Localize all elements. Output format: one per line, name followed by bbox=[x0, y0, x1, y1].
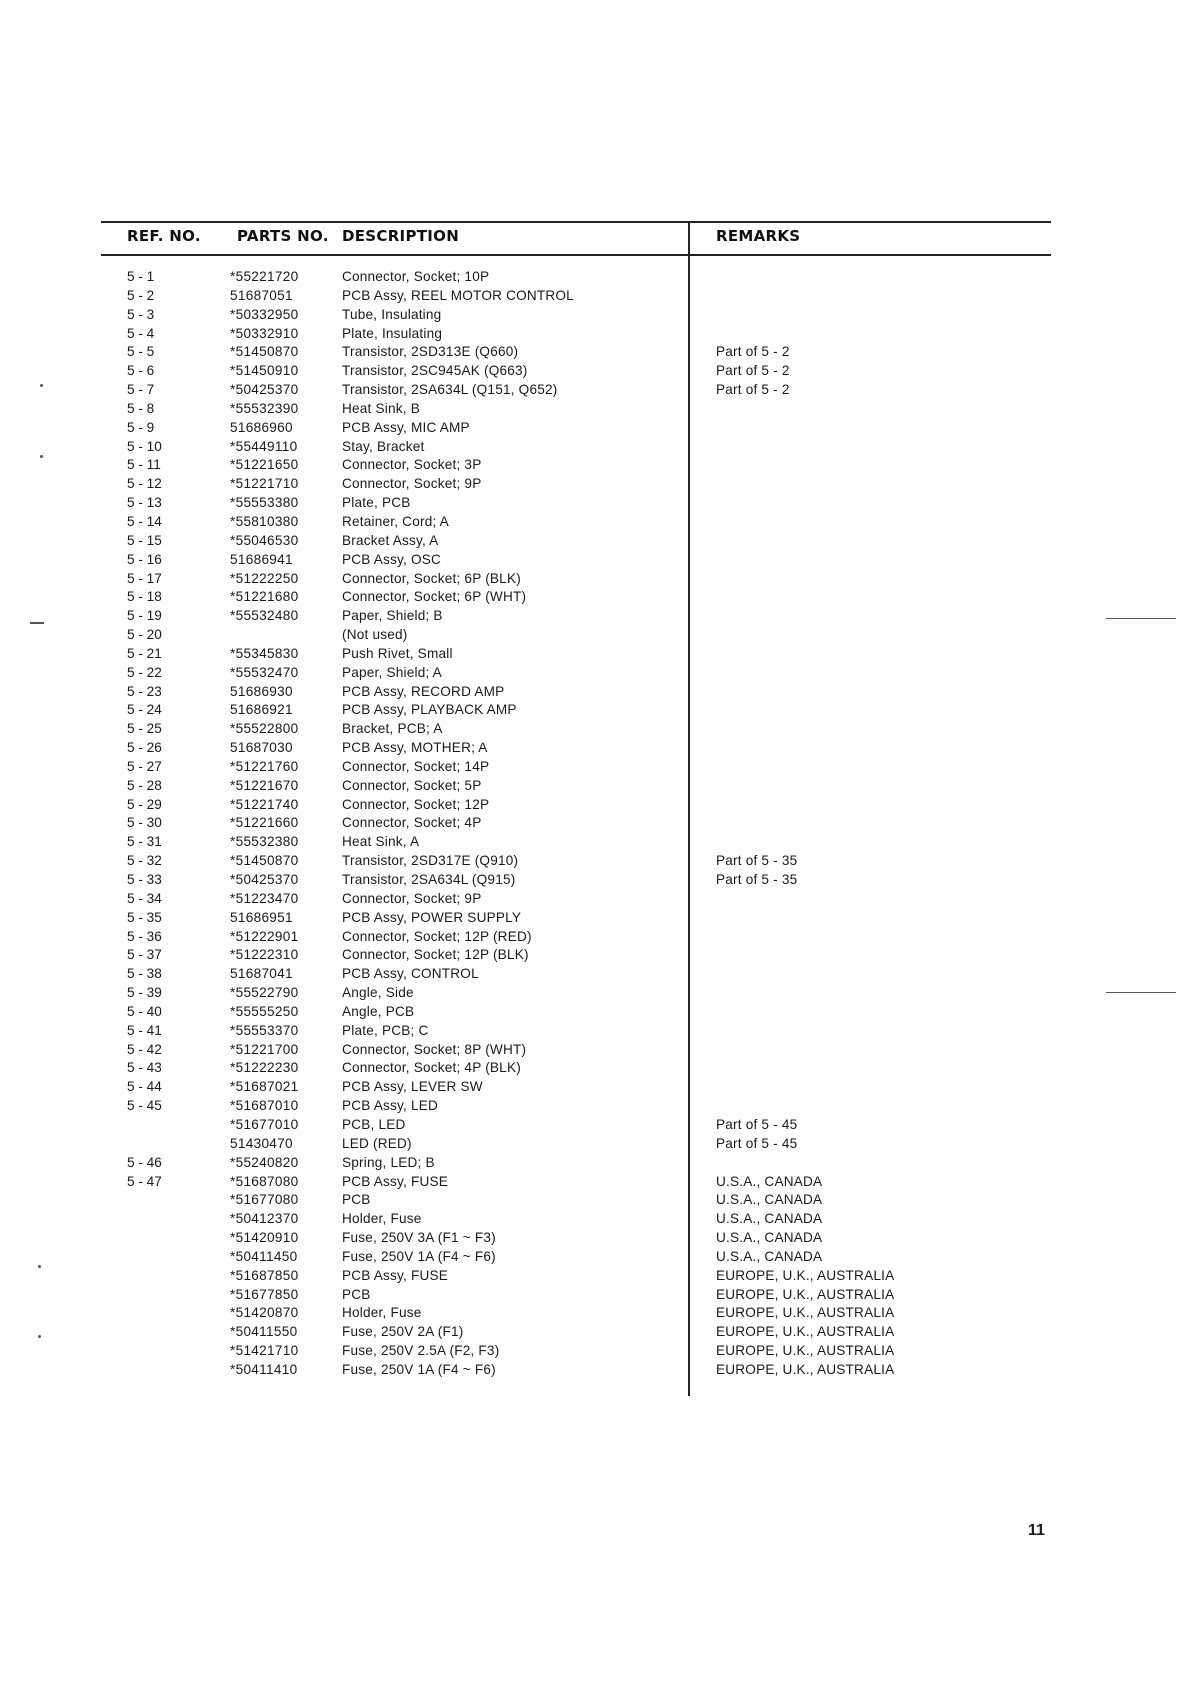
remarks-cell: U.S.A., CANADA bbox=[716, 1230, 823, 1246]
remarks-cell: EUROPE, U.K., AUSTRALIA bbox=[716, 1324, 895, 1340]
ref-no-cell: 5 - 4 bbox=[127, 325, 155, 341]
ref-no-cell: 5 - 32 bbox=[127, 853, 162, 869]
table-row bbox=[0, 1135, 1191, 1154]
ref-no-cell: 5 - 13 bbox=[127, 495, 162, 511]
description-cell: PCB Assy, PLAYBACK AMP bbox=[342, 702, 517, 718]
description-cell: Connector, Socket; 9P bbox=[342, 476, 482, 492]
remarks-cell: Part of 5 - 35 bbox=[716, 872, 798, 887]
description-cell: Fuse, 250V 2.5A (F2, F3) bbox=[342, 1343, 500, 1359]
description-cell: Connector, Socket; 6P (BLK) bbox=[342, 570, 521, 586]
description-cell: Fuse, 250V 1A (F4 ~ F6) bbox=[342, 1361, 496, 1377]
margin-dot bbox=[40, 384, 43, 387]
ref-no-cell: 5 - 45 bbox=[127, 1098, 162, 1114]
ref-no-cell: 5 - 15 bbox=[127, 532, 162, 548]
description-cell: PCB Assy, OSC bbox=[342, 551, 442, 567]
table-row bbox=[0, 626, 1191, 645]
ref-no-cell: 5 - 18 bbox=[127, 589, 162, 605]
ref-no-cell: 5 - 29 bbox=[127, 796, 162, 812]
header-bottom-rule bbox=[101, 254, 1051, 256]
table-row bbox=[0, 1361, 1191, 1380]
ref-no-cell: 5 - 25 bbox=[127, 721, 162, 737]
table-row bbox=[0, 1323, 1191, 1342]
description-cell: Holder, Fuse bbox=[342, 1305, 422, 1321]
table-row bbox=[0, 720, 1191, 739]
table-row bbox=[0, 306, 1191, 325]
table-row bbox=[0, 456, 1191, 475]
description-cell: PCB Assy, REEL MOTOR CONTROL bbox=[342, 287, 574, 303]
table-row bbox=[0, 871, 1191, 890]
table-row bbox=[0, 683, 1191, 702]
parts-no-cell: *51222901 bbox=[230, 928, 299, 944]
table-row bbox=[0, 381, 1191, 400]
parts-no-cell: *55532470 bbox=[230, 664, 299, 680]
table-row bbox=[0, 1248, 1191, 1267]
table-row bbox=[0, 513, 1191, 532]
description-cell: Paper, Shield; B bbox=[342, 608, 443, 624]
table-row bbox=[0, 833, 1191, 852]
ref-no-cell: 5 - 47 bbox=[127, 1173, 162, 1189]
parts-no-cell: *55046530 bbox=[230, 532, 299, 548]
ref-no-cell: 5 - 7 bbox=[127, 382, 155, 398]
parts-no-cell: *51221660 bbox=[230, 815, 299, 831]
ref-no-cell: 5 - 37 bbox=[127, 947, 162, 963]
parts-no-cell: 51686941 bbox=[230, 551, 293, 567]
ref-no-cell: 5 - 46 bbox=[127, 1154, 162, 1170]
table-row bbox=[0, 852, 1191, 871]
parts-no-cell: *50411550 bbox=[230, 1324, 298, 1340]
remarks-cell: U.S.A., CANADA bbox=[716, 1192, 823, 1208]
ref-no-cell: 5 - 2 bbox=[127, 287, 155, 303]
parts-no-cell: *51687850 bbox=[230, 1267, 299, 1283]
description-cell: Holder, Fuse bbox=[342, 1211, 422, 1227]
ref-no-cell: 5 - 5 bbox=[127, 344, 155, 360]
table-row bbox=[0, 1191, 1191, 1210]
remarks-cell: Part of 5 - 45 bbox=[716, 1135, 798, 1151]
parts-no-cell: 51686960 bbox=[230, 419, 293, 435]
description-cell: Bracket Assy, A bbox=[342, 532, 439, 548]
ref-no-cell: 5 - 38 bbox=[127, 966, 162, 982]
table-row bbox=[0, 777, 1191, 796]
parts-no-cell: *55532480 bbox=[230, 608, 299, 624]
description-cell: LED (RED) bbox=[342, 1135, 412, 1151]
description-cell: PCB Assy, FUSE bbox=[342, 1173, 449, 1189]
parts-no-cell: *51222230 bbox=[230, 1060, 299, 1076]
table-row bbox=[0, 419, 1191, 438]
header-ref-no: REF. NO. bbox=[127, 227, 201, 245]
ref-no-cell: 5 - 28 bbox=[127, 777, 162, 793]
description-cell: PCB Assy, CONTROL bbox=[342, 966, 479, 982]
ref-no-cell: 5 - 19 bbox=[127, 608, 162, 624]
description-cell: Connector, Socket; 6P (WHT) bbox=[342, 589, 527, 605]
description-cell: Plate, Insulating bbox=[342, 325, 443, 341]
header-description: DESCRIPTION bbox=[342, 227, 460, 245]
parts-no-cell: *55810380 bbox=[230, 513, 299, 529]
ref-no-cell: 5 - 14 bbox=[127, 513, 162, 529]
table-row bbox=[0, 984, 1191, 1003]
parts-no-cell: *55532380 bbox=[230, 834, 299, 850]
description-cell: PCB Assy, LEVER SW bbox=[342, 1079, 483, 1095]
description-cell: Heat Sink, A bbox=[342, 834, 420, 850]
description-cell: Connector, Socket; 3P bbox=[342, 457, 482, 473]
parts-table-body bbox=[0, 268, 1191, 1380]
ref-no-cell: 5 - 26 bbox=[127, 740, 162, 756]
table-row bbox=[0, 1116, 1191, 1135]
margin-dot bbox=[40, 455, 43, 458]
parts-no-cell: 51430470 bbox=[230, 1135, 293, 1151]
table-row bbox=[0, 1097, 1191, 1116]
description-cell: Connector, Socket; 12P (BLK) bbox=[342, 947, 529, 963]
description-cell: Transistor, 2SA634L (Q915) bbox=[342, 872, 516, 887]
parts-no-cell: 51687041 bbox=[230, 966, 293, 982]
ref-no-cell: 5 - 44 bbox=[127, 1079, 162, 1095]
table-row bbox=[0, 1210, 1191, 1229]
parts-no-cell: *51221650 bbox=[230, 457, 299, 473]
parts-no-cell: *55555250 bbox=[230, 1003, 299, 1019]
parts-no-cell: *51221710 bbox=[230, 476, 299, 492]
ref-no-cell: 5 - 43 bbox=[127, 1060, 162, 1076]
description-cell: Transistor, 2SC945AK (Q663) bbox=[342, 363, 528, 379]
description-cell: PCB Assy, LED bbox=[342, 1098, 439, 1114]
table-row bbox=[0, 1229, 1191, 1248]
table-row bbox=[0, 1286, 1191, 1305]
ref-no-cell: 5 - 24 bbox=[127, 702, 162, 718]
parts-no-cell: *51421710 bbox=[230, 1343, 299, 1359]
parts-no-cell: *51450870 bbox=[230, 853, 299, 869]
ref-no-cell: 5 - 35 bbox=[127, 909, 162, 925]
ref-no-cell: 5 - 31 bbox=[127, 834, 162, 850]
table-row bbox=[0, 1267, 1191, 1286]
description-cell: PCB Assy, MOTHER; A bbox=[342, 740, 488, 756]
margin-mark bbox=[1106, 992, 1176, 993]
remarks-cell: Part of 5 - 2 bbox=[716, 382, 790, 398]
remarks-cell: EUROPE, U.K., AUSTRALIA bbox=[716, 1343, 895, 1359]
parts-no-cell: *50425370 bbox=[230, 872, 299, 887]
description-cell: Stay, Bracket bbox=[342, 438, 425, 454]
parts-no-cell: *55449110 bbox=[230, 438, 298, 454]
description-cell: Angle, Side bbox=[342, 985, 414, 1001]
ref-no-cell: 5 - 17 bbox=[127, 570, 162, 586]
table-row bbox=[0, 814, 1191, 833]
ref-no-cell: 5 - 34 bbox=[127, 890, 162, 906]
ref-no-cell: 5 - 42 bbox=[127, 1041, 162, 1057]
description-cell: Angle, PCB bbox=[342, 1003, 415, 1019]
table-row bbox=[0, 607, 1191, 626]
table-row bbox=[0, 438, 1191, 457]
table-row bbox=[0, 532, 1191, 551]
ref-no-cell: 5 - 40 bbox=[127, 1003, 162, 1019]
parts-no-cell: 51687051 bbox=[230, 287, 293, 303]
description-cell: Connector, Socket; 4P (BLK) bbox=[342, 1060, 521, 1076]
remarks-cell: EUROPE, U.K., AUSTRALIA bbox=[716, 1305, 895, 1321]
remarks-cell: Part of 5 - 2 bbox=[716, 344, 790, 360]
table-row bbox=[0, 343, 1191, 362]
table-row bbox=[0, 400, 1191, 419]
ref-no-cell: 5 - 23 bbox=[127, 683, 162, 699]
description-cell: Spring, LED; B bbox=[342, 1154, 435, 1170]
table-row bbox=[0, 1304, 1191, 1323]
parts-no-cell: 51686951 bbox=[230, 909, 293, 925]
table-row bbox=[0, 909, 1191, 928]
margin-dot bbox=[38, 1335, 41, 1338]
description-cell: Connector, Socket; 5P bbox=[342, 777, 482, 793]
table-row bbox=[0, 1041, 1191, 1060]
description-cell: Push Rivet, Small bbox=[342, 645, 453, 661]
ref-no-cell: 5 - 6 bbox=[127, 363, 155, 379]
parts-no-cell: *55240820 bbox=[230, 1154, 299, 1170]
remarks-cell: U.S.A., CANADA bbox=[716, 1248, 823, 1264]
remarks-cell: Part of 5 - 35 bbox=[716, 853, 798, 869]
parts-no-cell: *55345830 bbox=[230, 645, 299, 661]
remarks-cell: U.S.A., CANADA bbox=[716, 1173, 823, 1189]
parts-no-cell: *51222250 bbox=[230, 570, 299, 586]
ref-no-cell: 5 - 3 bbox=[127, 306, 155, 322]
table-row bbox=[0, 268, 1191, 287]
description-cell: Connector, Socket; 8P (WHT) bbox=[342, 1041, 527, 1057]
parts-no-cell: *51221700 bbox=[230, 1041, 299, 1057]
parts-no-cell: 51686921 bbox=[230, 702, 293, 718]
ref-no-cell: 5 - 12 bbox=[127, 476, 162, 492]
parts-no-cell: *51221670 bbox=[230, 777, 299, 793]
description-cell: Transistor, 2SD313E (Q660) bbox=[342, 344, 519, 360]
ref-no-cell: 5 - 20 bbox=[127, 627, 162, 643]
ref-no-cell: 5 - 41 bbox=[127, 1022, 162, 1038]
description-cell: PCB bbox=[342, 1286, 371, 1302]
table-row bbox=[0, 588, 1191, 607]
parts-no-cell: *50425370 bbox=[230, 382, 299, 398]
ref-no-cell: 5 - 22 bbox=[127, 664, 162, 680]
parts-no-cell: 51686930 bbox=[230, 683, 293, 699]
table-row bbox=[0, 570, 1191, 589]
table-row bbox=[0, 325, 1191, 344]
description-cell: Tube, Insulating bbox=[342, 306, 442, 322]
ref-no-cell: 5 - 10 bbox=[127, 438, 162, 454]
table-row bbox=[0, 664, 1191, 683]
ref-no-cell: 5 - 8 bbox=[127, 400, 155, 416]
parts-no-cell: *55522800 bbox=[230, 721, 299, 737]
parts-no-cell: *51687010 bbox=[230, 1098, 299, 1114]
table-row bbox=[0, 1173, 1191, 1192]
parts-no-cell: *50411450 bbox=[230, 1248, 298, 1264]
table-row bbox=[0, 739, 1191, 758]
parts-no-cell: *51223470 bbox=[230, 890, 299, 906]
parts-no-cell: *51221740 bbox=[230, 796, 299, 812]
parts-no-cell: *51420870 bbox=[230, 1305, 299, 1321]
table-row bbox=[0, 1078, 1191, 1097]
table-row bbox=[0, 1154, 1191, 1173]
table-row bbox=[0, 1022, 1191, 1041]
description-cell: Heat Sink, B bbox=[342, 400, 420, 416]
table-row bbox=[0, 551, 1191, 570]
table-row bbox=[0, 475, 1191, 494]
description-cell: Paper, Shield; A bbox=[342, 664, 442, 680]
description-cell: Fuse, 250V 3A (F1 ~ F3) bbox=[342, 1230, 496, 1246]
parts-no-cell: *51687080 bbox=[230, 1173, 299, 1189]
ref-no-cell: 5 - 27 bbox=[127, 758, 162, 774]
description-cell: PCB Assy, MIC AMP bbox=[342, 419, 470, 435]
description-cell: Fuse, 250V 1A (F4 ~ F6) bbox=[342, 1248, 496, 1264]
parts-no-cell: *51677850 bbox=[230, 1286, 299, 1302]
parts-no-cell: *51420910 bbox=[230, 1230, 299, 1246]
description-cell: Connector, Socket; 9P bbox=[342, 890, 482, 906]
table-row bbox=[0, 890, 1191, 909]
parts-no-cell: *55553370 bbox=[230, 1022, 299, 1038]
parts-no-cell: *55532390 bbox=[230, 400, 299, 416]
margin-mark bbox=[1106, 618, 1176, 619]
parts-no-cell: *51222310 bbox=[230, 947, 299, 963]
parts-no-cell: *51677080 bbox=[230, 1192, 299, 1208]
parts-no-cell: *55522790 bbox=[230, 985, 299, 1001]
description-cell: (Not used) bbox=[342, 627, 408, 643]
parts-no-cell: *50332910 bbox=[230, 325, 299, 341]
header-remarks: REMARKS bbox=[716, 227, 801, 245]
parts-no-cell: *51677010 bbox=[230, 1116, 299, 1132]
table-row bbox=[0, 1003, 1191, 1022]
description-cell: Connector, Socket; 14P bbox=[342, 758, 490, 774]
description-cell: Connector, Socket; 12P (RED) bbox=[342, 928, 532, 944]
margin-dot bbox=[38, 1265, 41, 1268]
parts-no-cell: *50412370 bbox=[230, 1211, 299, 1227]
ref-no-cell: 5 - 39 bbox=[127, 985, 162, 1001]
parts-no-cell: *51687021 bbox=[230, 1079, 299, 1095]
table-row bbox=[0, 928, 1191, 947]
description-cell: Transistor, 2SD317E (Q910) bbox=[342, 853, 519, 869]
remarks-cell: Part of 5 - 2 bbox=[716, 363, 790, 379]
description-cell: PCB Assy, RECORD AMP bbox=[342, 683, 505, 699]
table-row bbox=[0, 965, 1191, 984]
table-row bbox=[0, 645, 1191, 664]
description-cell: Fuse, 250V 2A (F1) bbox=[342, 1324, 464, 1340]
ref-no-cell: 5 - 1 bbox=[127, 269, 155, 284]
description-cell: Transistor, 2SA634L (Q151, Q652) bbox=[342, 382, 558, 398]
table-row bbox=[0, 362, 1191, 381]
table-row bbox=[0, 494, 1191, 513]
ref-no-cell: 5 - 16 bbox=[127, 551, 162, 567]
table-row bbox=[0, 946, 1191, 965]
parts-no-cell: *55553380 bbox=[230, 495, 299, 511]
parts-no-cell: *50332950 bbox=[230, 306, 299, 322]
remarks-cell: EUROPE, U.K., AUSTRALIA bbox=[716, 1267, 895, 1283]
remarks-cell: U.S.A., CANADA bbox=[716, 1211, 823, 1227]
description-cell: Retainer, Cord; A bbox=[342, 513, 449, 529]
remarks-cell: EUROPE, U.K., AUSTRALIA bbox=[716, 1361, 895, 1377]
table-row bbox=[0, 287, 1191, 306]
header-parts-no: PARTS NO. bbox=[237, 227, 329, 245]
description-cell: Plate, PCB; C bbox=[342, 1022, 429, 1038]
description-cell: Bracket, PCB; A bbox=[342, 721, 443, 737]
parts-no-cell: *51221760 bbox=[230, 758, 299, 774]
parts-no-cell: *51450870 bbox=[230, 344, 299, 360]
description-cell: Connector, Socket; 10P bbox=[342, 269, 490, 284]
description-cell: PCB bbox=[342, 1192, 371, 1208]
parts-no-cell: *50411410 bbox=[230, 1361, 298, 1377]
parts-no-cell: 51687030 bbox=[230, 740, 293, 756]
description-cell: PCB, LED bbox=[342, 1116, 406, 1132]
ref-no-cell: 5 - 21 bbox=[127, 645, 162, 661]
description-cell: Connector, Socket; 12P bbox=[342, 796, 490, 812]
ref-no-cell: 5 - 9 bbox=[127, 419, 155, 435]
description-cell: PCB Assy, POWER SUPPLY bbox=[342, 909, 522, 925]
margin-mark bbox=[30, 622, 44, 624]
table-row bbox=[0, 1059, 1191, 1078]
description-cell: PCB Assy, FUSE bbox=[342, 1267, 449, 1283]
ref-no-cell: 5 - 33 bbox=[127, 872, 162, 887]
parts-no-cell: *51221680 bbox=[230, 589, 299, 605]
remarks-cell: EUROPE, U.K., AUSTRALIA bbox=[716, 1286, 895, 1302]
ref-no-cell: 5 - 30 bbox=[127, 815, 162, 831]
remarks-cell: Part of 5 - 45 bbox=[716, 1116, 798, 1132]
page-number: 11 bbox=[1028, 1522, 1045, 1539]
table-row bbox=[0, 758, 1191, 777]
table-row bbox=[0, 1342, 1191, 1361]
ref-no-cell: 5 - 36 bbox=[127, 928, 162, 944]
description-cell: Plate, PCB bbox=[342, 495, 411, 511]
table-row bbox=[0, 796, 1191, 815]
parts-no-cell: *51450910 bbox=[230, 363, 299, 379]
table-row bbox=[0, 701, 1191, 720]
parts-no-cell: *55221720 bbox=[230, 269, 299, 284]
top-rule bbox=[101, 221, 1051, 223]
ref-no-cell: 5 - 11 bbox=[127, 457, 161, 473]
description-cell: Connector, Socket; 4P bbox=[342, 815, 482, 831]
